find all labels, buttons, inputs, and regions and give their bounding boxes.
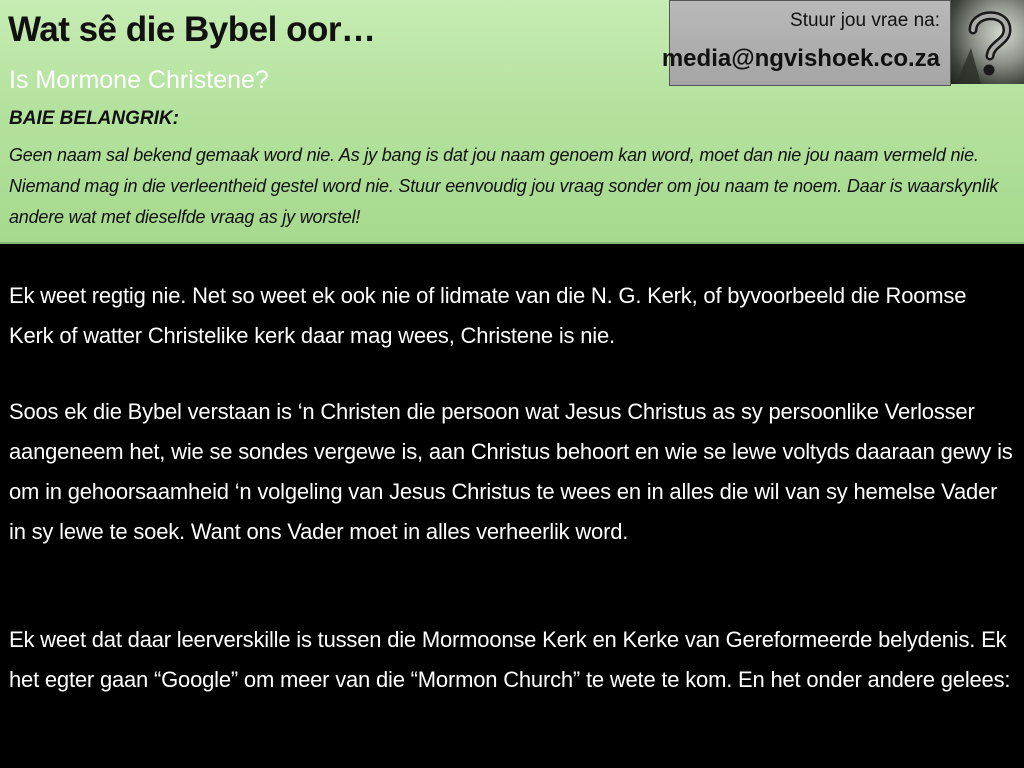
important-label: BAIE BELANGRIK:	[9, 108, 179, 129]
body-paragraph: Ek weet dat daar leerverskille is tussen die Mormoonse Kerk en Kerke van Gereformeerde belydenis. Ek het egter gaan “Google” om meer van die “Mormon Church” te wete te kom. En het onder andere gelees:	[9, 627, 1011, 692]
body-paragraph: Soos ek die Bybel verstaan is ‘n Christen die persoon wat Jesus Christus as sy persoonlike Verlosser aangeneem het, wie se sondes vergewe is, aan Christus behoort en wie se lewe voltyds daaraan gewy is om in gehoorsaamheid ‘n volgeling van Jesus Christus te wees en in alles die wil van sy hemelse Vader in sy lewe te soek. Want ons Vader moet in alles verheerlik word.	[9, 399, 1013, 544]
question-mark-icon	[951, 0, 1024, 84]
page-title: Wat sê die Bybel oor…	[8, 10, 376, 49]
question-mark-image	[951, 0, 1024, 84]
contact-email-link[interactable]: media@ngvishoek.co.za	[661, 45, 940, 72]
contact-label: Stuur jou vrae na:	[790, 10, 940, 31]
contact-box	[661, 0, 951, 86]
anonymity-notice: Geen naam sal bekend gemaak word nie. As jy bang is dat jou naam genoem kan word, moet dan nie jou naam vermeld nie. Niemand mag in die verleentheid gestel word nie. Stuur eenvoudig jou vraag sonder om jou naam te noem. Daar is waarskynlik andere wat met dieselfde vraag as jy worstel!	[9, 145, 999, 227]
body-paragraph: Ek weet regtig nie. Net so weet ek ook nie of lidmate van die N. G. Kerk, of byvoorbeeld die Roomse Kerk of watter Christelike kerk daar mag wees, Christene is nie.	[9, 283, 967, 348]
page-subtitle: Is Mormone Christene?	[9, 66, 269, 94]
